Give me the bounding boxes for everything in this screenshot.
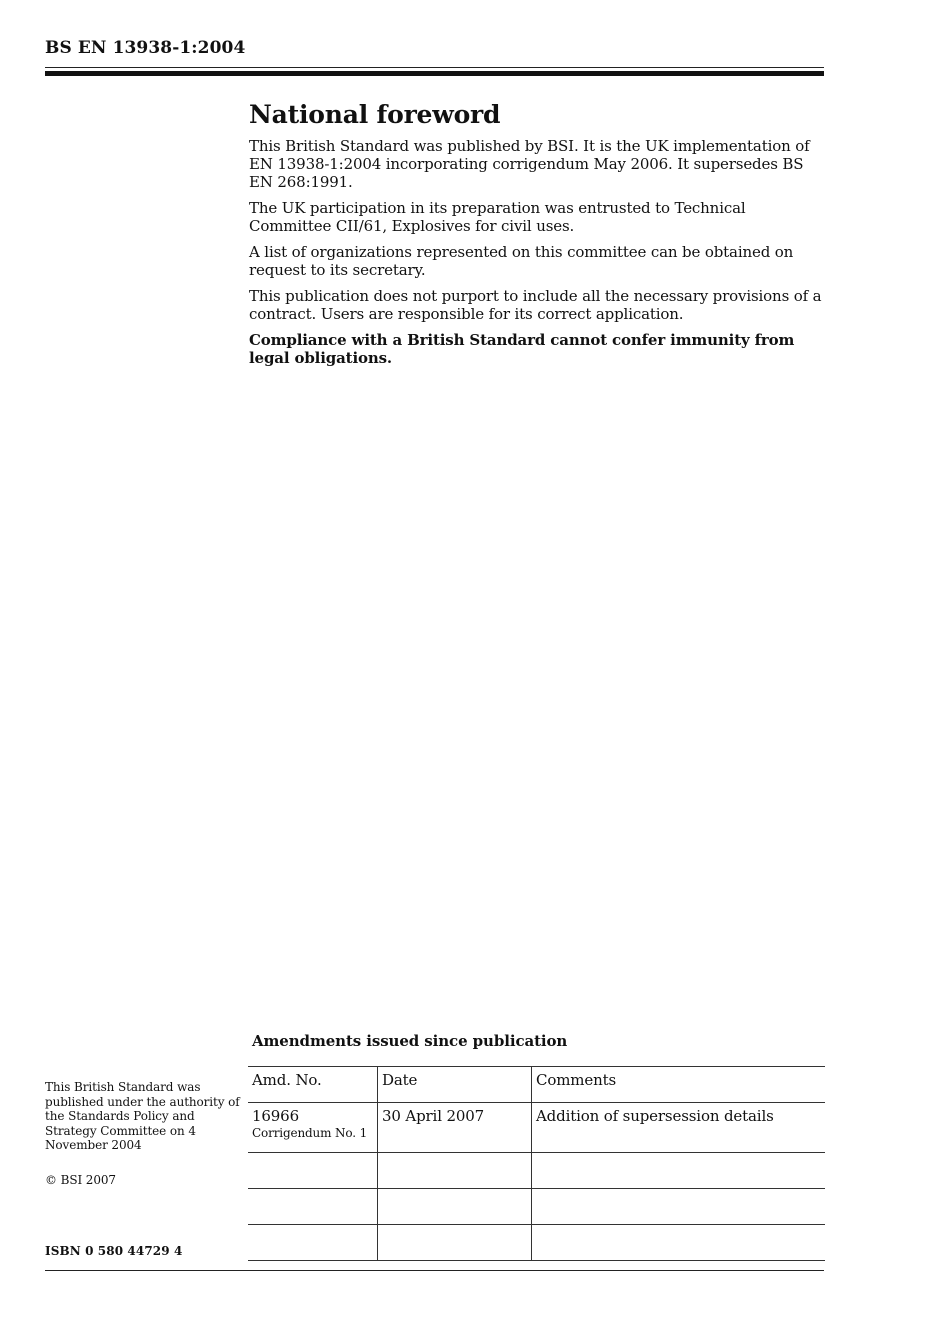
document-identifier: BS EN 13938-1:2004 — [45, 38, 246, 58]
header-thin-rule — [45, 67, 824, 68]
table-row-empty — [248, 1225, 825, 1261]
foreword-paragraph: A list of organizations represented on this committee can be obtained on request to its secretary. — [249, 243, 794, 279]
copyright-notice: © BSI 2007 — [45, 1172, 116, 1187]
amd-no-cell — [248, 1103, 378, 1153]
header-thick-rule — [45, 71, 824, 76]
table-row — [248, 1103, 825, 1153]
amendments-heading: Amendments issued since publication — [252, 1032, 568, 1050]
date-cell: 30 April 2007 — [378, 1103, 532, 1153]
table-row-empty — [248, 1153, 825, 1189]
amd-note: Corrigendum No. 1 — [252, 1126, 368, 1140]
empty-cell — [248, 1153, 378, 1189]
compliance-note: Compliance with a British Standard cannot confer immunity from legal obligations. — [249, 331, 795, 367]
amd-number: 16966 — [252, 1107, 299, 1125]
foreword-paragraph: This publication does not purport to include all the necessary provisions of a contract. Users are responsible for its correct application. — [249, 287, 822, 323]
footer-rule — [45, 1270, 824, 1271]
authority-statement: This British Standard was published under the authority of the Standards Policy and Strategy Committee on 4 November 2004 — [45, 1080, 240, 1152]
table-header-row — [248, 1067, 825, 1103]
isbn-number: ISBN 0 580 44729 4 — [45, 1244, 183, 1258]
foreword-paragraph: The UK participation in its preparation was entrusted to Technical Committee CII/61, Explosives for civil uses. — [249, 199, 746, 235]
empty-cell — [532, 1153, 826, 1189]
table-row-empty — [248, 1189, 825, 1225]
amendments-table — [248, 1066, 825, 1261]
publication-side-note — [45, 1080, 240, 1187]
column-header-amd-no: Amd. No. — [248, 1067, 378, 1103]
empty-cell — [378, 1153, 532, 1189]
empty-cell — [248, 1189, 378, 1225]
empty-cell — [248, 1225, 378, 1261]
column-header-date: Date — [378, 1067, 532, 1103]
foreword-paragraph: This British Standard was published by BSI. It is the UK implementation of EN 13938-1:2004 incorporating corrigendum May 2006. It supersedes BS EN 268:1991. — [249, 137, 810, 191]
empty-cell — [532, 1189, 826, 1225]
empty-cell — [378, 1225, 532, 1261]
foreword-title: National foreword — [249, 100, 501, 129]
empty-cell — [378, 1189, 532, 1225]
foreword-section — [249, 100, 827, 375]
comments-cell: Addition of supersession details — [532, 1103, 826, 1153]
column-header-comments: Comments — [532, 1067, 826, 1103]
empty-cell — [532, 1225, 826, 1261]
